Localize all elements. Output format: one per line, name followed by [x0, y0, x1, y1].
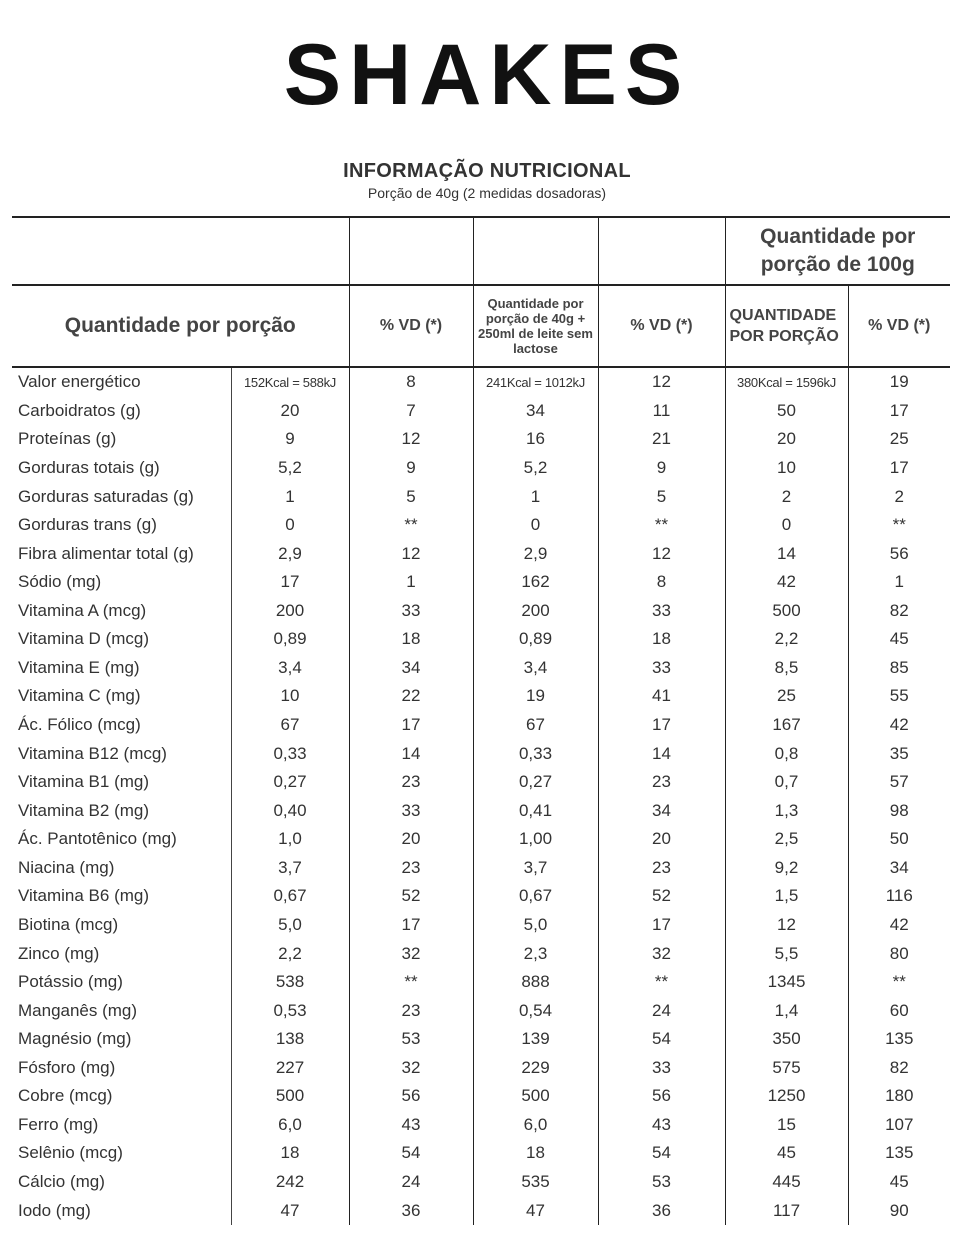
quantity-milk-cell: 0,89 [473, 625, 598, 654]
nutrient-name: Ác. Pantotênico (mg) [18, 829, 177, 849]
quantity-milk-cell: 535 [473, 1168, 598, 1197]
quantity-100g-cell: 575 [725, 1054, 848, 1083]
quantity-cell: 0,33 [231, 739, 349, 768]
vd-milk-cell: 54 [598, 1025, 725, 1054]
vd-cell: 43 [349, 1111, 473, 1140]
vd-100g-cell: 34 [848, 854, 950, 883]
quantity-milk-cell: 229 [473, 1054, 598, 1083]
quantity-cell: 152Kcal = 588kJ [231, 367, 349, 397]
quantity-cell: 5,2 [231, 454, 349, 483]
quantity-cell: 6,0 [231, 1111, 349, 1140]
quantity-cell: 10 [231, 682, 349, 711]
nutrient-name: Vitamina D (mcg) [18, 629, 149, 649]
quantity-100g-cell: 117 [725, 1196, 848, 1225]
nutrient-name: Gorduras saturadas (g) [18, 486, 194, 506]
vd-cell: 23 [349, 768, 473, 797]
vd-100g-cell: 56 [848, 539, 950, 568]
vd-milk-cell: 5 [598, 482, 725, 511]
table-row [12, 939, 950, 968]
vd-milk-cell: 43 [598, 1111, 725, 1140]
nutrient-name: Iodo (mg) [18, 1200, 91, 1220]
vd-milk-cell: ** [598, 511, 725, 540]
vd-cell: 34 [349, 654, 473, 683]
quantity-100g-cell: 1,4 [725, 996, 848, 1025]
vd-milk-cell: 23 [598, 768, 725, 797]
nutrient-name: Biotina (mcg) [18, 914, 119, 934]
quantity-milk-cell: 0,54 [473, 996, 598, 1025]
vd-cell: 18 [349, 625, 473, 654]
quantity-cell: 0,89 [231, 625, 349, 654]
nutrient-name: Cobre (mcg) [18, 1086, 113, 1106]
table-row [12, 682, 950, 711]
vd-cell: 36 [349, 1196, 473, 1225]
quantity-cell: 9 [231, 425, 349, 454]
nutrition-info-title: INFORMAÇÃO NUTRICIONAL [343, 160, 631, 182]
quantity-100g-cell: 350 [725, 1025, 848, 1054]
vd-milk-cell: 54 [598, 1139, 725, 1168]
table-row [12, 996, 950, 1025]
nutrient-name: Proteínas (g) [18, 429, 117, 449]
quantity-milk-cell: 0 [473, 511, 598, 540]
quantity-cell: 227 [231, 1054, 349, 1083]
quantity-milk-cell: 67 [473, 711, 598, 740]
vd-cell: 54 [349, 1139, 473, 1168]
nutrient-name: Vitamina B12 (mcg) [18, 743, 167, 763]
quantity-milk-cell: 47 [473, 1196, 598, 1225]
table-row [12, 1111, 950, 1140]
vd-cell: 52 [349, 882, 473, 911]
table-row [12, 539, 950, 568]
nutrient-rows [12, 367, 950, 1225]
vd-100g-cell: 45 [848, 1168, 950, 1197]
vd-cell: 12 [349, 425, 473, 454]
quantity-per-portion-header: Quantidade por porção [12, 285, 349, 367]
quantity-cell: 1,0 [231, 825, 349, 854]
quantity-100g-cell: 500 [725, 597, 848, 626]
vd-cell: ** [349, 511, 473, 540]
quantity-100g-cell: 1250 [725, 1082, 848, 1111]
vd-milk-cell: 12 [598, 367, 725, 397]
table-row [12, 1082, 950, 1111]
quantity-cell: 18 [231, 1139, 349, 1168]
quantity-cell: 200 [231, 597, 349, 626]
nutrient-name: Vitamina B2 (mg) [18, 800, 150, 820]
vd-milk-cell: 33 [598, 1054, 725, 1083]
quantity-milk-cell: 162 [473, 568, 598, 597]
vd-100g-cell: 98 [848, 796, 950, 825]
vd-milk-cell: 17 [598, 711, 725, 740]
nutrient-name: Vitamina E (mg) [18, 657, 140, 677]
vd-100g-cell: 90 [848, 1196, 950, 1225]
nutrient-name: Gorduras trans (g) [18, 515, 157, 535]
nutrient-name: Vitamina B6 (mg) [18, 886, 150, 906]
vd-milk-cell: 21 [598, 425, 725, 454]
nutrient-name: Ferro (mg) [18, 1114, 99, 1134]
nutrient-name: Manganês (mg) [18, 1000, 138, 1020]
vd-100g-cell: ** [848, 968, 950, 997]
nutrient-name: Zinco (mg) [18, 943, 100, 963]
quantity-100g-cell: 1,3 [725, 796, 848, 825]
quantity-100g-cell: 25 [725, 682, 848, 711]
table-row [12, 482, 950, 511]
table-row [12, 654, 950, 683]
nutrient-name: Fósforo (mg) [18, 1057, 116, 1077]
quantity-milk-cell: 200 [473, 597, 598, 626]
quantity-100g-cell: 1345 [725, 968, 848, 997]
quantity-cell: 0,53 [231, 996, 349, 1025]
vd-100g-cell: 82 [848, 1054, 950, 1083]
vd-milk-cell: 20 [598, 825, 725, 854]
quantity-cell: 3,7 [231, 854, 349, 883]
vd-cell: 20 [349, 825, 473, 854]
vd-cell: 12 [349, 539, 473, 568]
vd-100g-cell: 135 [848, 1139, 950, 1168]
quantity-100g-cell: 0,7 [725, 768, 848, 797]
vd-milk-cell: 11 [598, 397, 725, 426]
quantity-milk-cell: 19 [473, 682, 598, 711]
table-row [12, 1025, 950, 1054]
quantity-cell: 538 [231, 968, 349, 997]
vd-milk-cell: 8 [598, 568, 725, 597]
quantity-cell: 3,4 [231, 654, 349, 683]
quantity-100g-cell: 167 [725, 711, 848, 740]
nutrient-name: Carboidratos (g) [18, 400, 141, 420]
table-row [12, 854, 950, 883]
quantity-milk-cell: 888 [473, 968, 598, 997]
vd-milk-cell: 24 [598, 996, 725, 1025]
quantity-100g-cell: 380Kcal = 1596kJ [725, 367, 848, 397]
table-row [12, 568, 950, 597]
vd-milk-cell: 52 [598, 882, 725, 911]
nutrient-name: Vitamina B1 (mg) [18, 772, 150, 792]
quantity-cell: 0,27 [231, 768, 349, 797]
quantity-milk-cell: 2,3 [473, 939, 598, 968]
table-row [12, 511, 950, 540]
quantity-100g-cell: 8,5 [725, 654, 848, 683]
quantity-cell: 500 [231, 1082, 349, 1111]
nutrition-table [12, 216, 950, 1225]
vd-milk-cell: ** [598, 968, 725, 997]
quantity-cell: 5,0 [231, 911, 349, 940]
vd-header: % VD (*) [349, 285, 473, 367]
table-row [12, 625, 950, 654]
quantity-cell: 1 [231, 482, 349, 511]
quantity-100g-cell: 50 [725, 397, 848, 426]
vd-100g-cell: 80 [848, 939, 950, 968]
vd-milk-cell: 33 [598, 654, 725, 683]
vd-100g-cell: 55 [848, 682, 950, 711]
quantity-cell: 67 [231, 711, 349, 740]
vd-milk-cell: 36 [598, 1196, 725, 1225]
vd-milk-cell: 9 [598, 454, 725, 483]
quantity-100g-cell: 15 [725, 1111, 848, 1140]
vd-cell: 32 [349, 1054, 473, 1083]
portion-note: Porção de 40g (2 medidas dosadoras) [367, 185, 607, 201]
vd-100g-cell: 42 [848, 711, 950, 740]
vd-100g-cell: 42 [848, 911, 950, 940]
quantity-milk-cell: 2,9 [473, 539, 598, 568]
vd-100g-cell: 135 [848, 1025, 950, 1054]
quantity-100g-cell: 45 [725, 1139, 848, 1168]
nutrient-name: Magnésio (mg) [18, 1029, 132, 1049]
vd-100g-cell: 116 [848, 882, 950, 911]
quantity-milk-cell: 241Kcal = 1012kJ [473, 367, 598, 397]
vd-milk-cell: 23 [598, 854, 725, 883]
vd-100g-cell: 50 [848, 825, 950, 854]
quantity-cell: 138 [231, 1025, 349, 1054]
table-row [12, 367, 950, 397]
table-row [12, 768, 950, 797]
quantity-milk-cell: 0,41 [473, 796, 598, 825]
nutrient-name: Selênio (mcg) [18, 1143, 123, 1163]
quantity-milk-cell: 6,0 [473, 1111, 598, 1140]
vd-milk-cell: 12 [598, 539, 725, 568]
vd-cell: 14 [349, 739, 473, 768]
quantity-milk-cell: 0,27 [473, 768, 598, 797]
vd-cell: ** [349, 968, 473, 997]
table-row [12, 425, 950, 454]
quantity-cell: 242 [231, 1168, 349, 1197]
vd-cell: 33 [349, 597, 473, 626]
quantity-milk-cell: 5,2 [473, 454, 598, 483]
quantity-milk-cell: 0,33 [473, 739, 598, 768]
vd-cell: 32 [349, 939, 473, 968]
nutrient-name: Cálcio (mg) [18, 1172, 105, 1192]
vd-100g-cell: 57 [848, 768, 950, 797]
nutrient-name: Sódio (mg) [18, 572, 102, 592]
table-row [12, 1054, 950, 1083]
vd-cell: 8 [349, 367, 473, 397]
quantity-100g-cell: 2,5 [725, 825, 848, 854]
table-row [12, 597, 950, 626]
vd-cell: 9 [349, 454, 473, 483]
nutrient-name: Ác. Fólico (mcg) [18, 715, 141, 735]
quantity-milk-cell: 34 [473, 397, 598, 426]
table-row [12, 1168, 950, 1197]
vd-cell: 53 [349, 1025, 473, 1054]
vd-100g-cell: 82 [848, 597, 950, 626]
vd-100g-cell: 19 [848, 367, 950, 397]
quantity-100g-cell: 9,2 [725, 854, 848, 883]
quantity-100g-cell: 0 [725, 511, 848, 540]
vd-100g-cell: 25 [848, 425, 950, 454]
quantity-milk-cell: 1,00 [473, 825, 598, 854]
quantity-milk-cell: 16 [473, 425, 598, 454]
vd-100g-cell: 2 [848, 482, 950, 511]
quantity-milk-cell: 3,7 [473, 854, 598, 883]
vd-milk-cell: 17 [598, 911, 725, 940]
vd-cell: 23 [349, 854, 473, 883]
quantity-100g-cell: 42 [725, 568, 848, 597]
quantity-100g-cell: 1,5 [725, 882, 848, 911]
quantity-milk-cell: 139 [473, 1025, 598, 1054]
vd-cell: 56 [349, 1082, 473, 1111]
quantity-cell: 2,2 [231, 939, 349, 968]
quantity-100g-cell: 20 [725, 425, 848, 454]
vd-milk-cell: 56 [598, 1082, 725, 1111]
with-milk-header: Quantidade por porção de 40g + 250ml de leite sem lactose [473, 285, 598, 367]
vd-100g-header: % VD (*) [848, 285, 950, 367]
header-row [12, 285, 950, 367]
quantity-100g-cell: 0,8 [725, 739, 848, 768]
vd-milk-cell: 41 [598, 682, 725, 711]
vd-milk-cell: 18 [598, 625, 725, 654]
vd-100g-cell: 45 [848, 625, 950, 654]
vd-100g-cell: 180 [848, 1082, 950, 1111]
header-row-top [12, 217, 950, 285]
vd-milk-cell: 53 [598, 1168, 725, 1197]
vd-100g-cell: 17 [848, 397, 950, 426]
nutrient-name: Vitamina A (mcg) [18, 600, 147, 620]
quantity-cell: 0,67 [231, 882, 349, 911]
table-row [12, 711, 950, 740]
quantity-100g-cell: 14 [725, 539, 848, 568]
vd-cell: 17 [349, 911, 473, 940]
quantity-100g-cell: 12 [725, 911, 848, 940]
table-row [12, 454, 950, 483]
quantity-100g-cell: 445 [725, 1168, 848, 1197]
quantity-milk-cell: 18 [473, 1139, 598, 1168]
table-row [12, 1139, 950, 1168]
vd-cell: 5 [349, 482, 473, 511]
vd-100g-cell: 35 [848, 739, 950, 768]
quantity-milk-cell: 500 [473, 1082, 598, 1111]
quantity-cell: 17 [231, 568, 349, 597]
nutrient-name: Vitamina C (mg) [18, 686, 141, 706]
table-row [12, 739, 950, 768]
vd-milk-cell: 34 [598, 796, 725, 825]
table-row [12, 397, 950, 426]
vd-100g-cell: 1 [848, 568, 950, 597]
vd-cell: 22 [349, 682, 473, 711]
quantity-cell: 20 [231, 397, 349, 426]
quantity-100g-cell: 2 [725, 482, 848, 511]
quantity-100g-cell: 2,2 [725, 625, 848, 654]
quantity-cell: 47 [231, 1196, 349, 1225]
per-100g-header: Quantidade por porção de 100g [725, 217, 950, 285]
table-heading [0, 160, 974, 201]
vd-100g-cell: 60 [848, 996, 950, 1025]
vd-milk-cell: 14 [598, 739, 725, 768]
quantity-100g-cell: 10 [725, 454, 848, 483]
vd-100g-cell: ** [848, 511, 950, 540]
quantity-cell: 0,40 [231, 796, 349, 825]
vd-cell: 33 [349, 796, 473, 825]
vd-milk-header: % VD (*) [598, 285, 725, 367]
table-row [12, 968, 950, 997]
quantity-cell: 2,9 [231, 539, 349, 568]
quantity-milk-cell: 0,67 [473, 882, 598, 911]
nutrient-name: Niacina (mg) [18, 857, 115, 877]
quantity-milk-cell: 1 [473, 482, 598, 511]
nutrient-name: Potássio (mg) [18, 972, 123, 992]
vd-cell: 1 [349, 568, 473, 597]
vd-100g-cell: 85 [848, 654, 950, 683]
nutrient-name: Gorduras totais (g) [18, 457, 160, 477]
table-row [12, 825, 950, 854]
table-row [12, 911, 950, 940]
page-title: SHAKES [283, 27, 691, 123]
quantity-100g-cell: 5,5 [725, 939, 848, 968]
vd-milk-cell: 32 [598, 939, 725, 968]
quantity-milk-cell: 3,4 [473, 654, 598, 683]
qtd-per-portion-100g-header: QUANTIDADE POR PORÇÃO [725, 285, 848, 367]
vd-cell: 7 [349, 397, 473, 426]
table-row [12, 882, 950, 911]
vd-cell: 17 [349, 711, 473, 740]
vd-cell: 24 [349, 1168, 473, 1197]
table-row [12, 1196, 950, 1225]
quantity-milk-cell: 5,0 [473, 911, 598, 940]
quantity-cell: 0 [231, 511, 349, 540]
vd-100g-cell: 107 [848, 1111, 950, 1140]
vd-milk-cell: 33 [598, 597, 725, 626]
vd-cell: 23 [349, 996, 473, 1025]
nutrient-name: Valor energético [18, 372, 141, 392]
table-row [12, 796, 950, 825]
vd-100g-cell: 17 [848, 454, 950, 483]
nutrient-name: Fibra alimentar total (g) [18, 543, 194, 563]
